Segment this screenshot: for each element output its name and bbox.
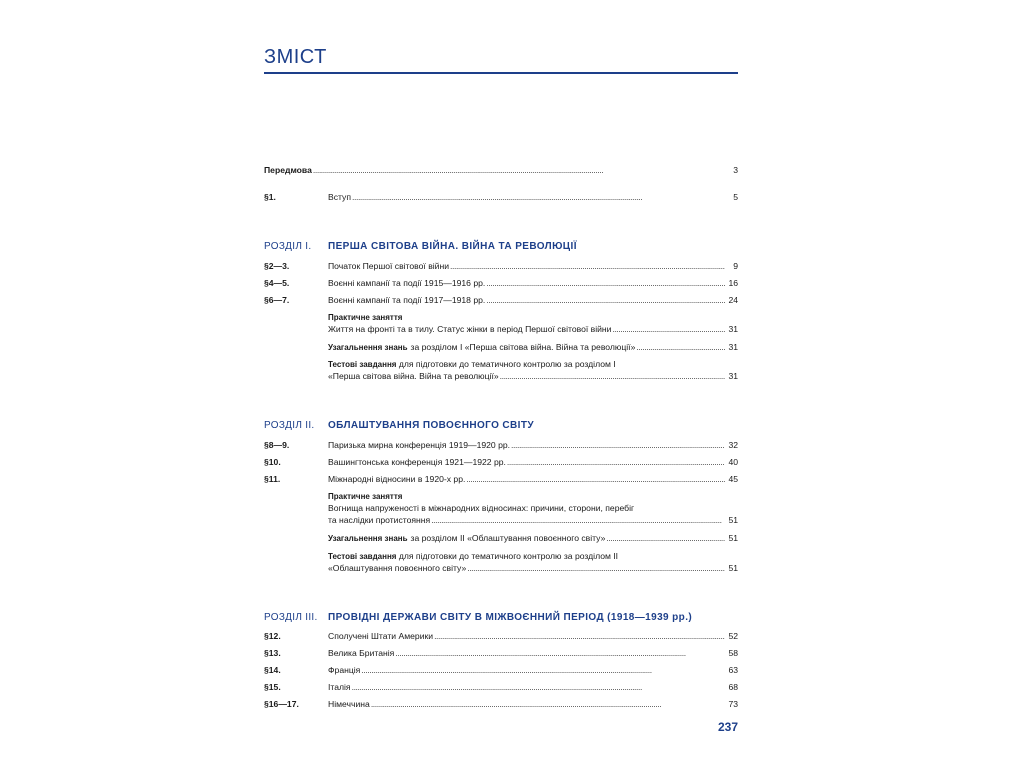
section-heading (264, 241, 738, 252)
toc-entry-page: 63 (728, 665, 738, 675)
toc-entry-label: Італія (328, 682, 351, 692)
title-rule (264, 72, 738, 74)
practical-line: Вогнища напруженості в міжнародних відносинах: причини, сторони, перебіг (328, 503, 635, 513)
toc-entry-label: Сполучені Штати Америки (328, 631, 434, 641)
toc-entry-tests[interactable] (328, 563, 738, 577)
dot-leader (466, 474, 725, 484)
toc-entry[interactable] (264, 440, 738, 454)
toc-entry[interactable] (264, 682, 738, 696)
toc-entry-label: «Облаштування повоєнного світу» (328, 563, 467, 573)
tests-line (328, 551, 618, 561)
section-title: ПРОВІДНІ ДЕРЖАВИ СВІТУ В МІЖВОЄННИЙ ПЕРІОД (1918—1939 рр.) (328, 612, 693, 623)
toc-entry-page: 31 (728, 342, 738, 352)
dot-leader (450, 261, 725, 271)
dot-leader (313, 165, 725, 175)
toc-entry[interactable] (264, 648, 738, 662)
toc-entry[interactable] (264, 457, 738, 471)
page-number: 237 (717, 720, 738, 734)
toc-entry-preface[interactable] (264, 165, 738, 179)
toc-entry-number: §8—9. (264, 440, 290, 450)
toc-entry-number: §16—17. (264, 699, 299, 709)
toc-entry-number: §6—7. (264, 295, 290, 305)
summary-label: Узагальнення знань (328, 534, 408, 543)
toc-entry-label: Вступ (328, 192, 352, 202)
toc-entry-page: 58 (728, 648, 738, 658)
toc-entry-label: Вашингтонська конференція 1921—1922 рр. (328, 457, 506, 467)
toc-entry-number: §12. (264, 631, 281, 641)
toc-entry-summary[interactable] (328, 342, 738, 356)
dot-leader (507, 457, 725, 467)
section-label: РОЗДІЛ І. (264, 241, 312, 252)
toc-entry-practical[interactable] (328, 324, 738, 338)
dot-leader (486, 295, 725, 305)
toc-entry-number: §2—3. (264, 261, 290, 271)
tests-label: Тестові завдання (328, 552, 397, 561)
toc-entry-practical[interactable] (328, 515, 738, 529)
toc-entry-page: 51 (728, 563, 738, 573)
dot-leader (431, 515, 725, 525)
tests-text: для підготовки до тематичного контролю за розділом І (398, 359, 616, 369)
toc-entry-label: Франція (328, 665, 361, 675)
section-title: ОБЛАШТУВАННЯ ПОВОЄННОГО СВІТУ (328, 420, 534, 431)
toc-entry-number: §15. (264, 682, 281, 692)
toc-entry-label: Міжнародні відносини в 1920-х рр. (328, 474, 466, 484)
toc-entry-label: Велика Британія (328, 648, 395, 658)
toc-entry-page: 5 (733, 192, 738, 202)
toc-entry-page: 51 (728, 533, 738, 543)
toc-entry[interactable] (264, 474, 738, 488)
toc-entry-label: Передмова (264, 165, 312, 175)
toc-entry-number: §14. (264, 665, 281, 675)
toc-entry-page: 3 (733, 165, 738, 175)
dot-leader (361, 665, 725, 675)
section-label: РОЗДІЛ ІІ. (264, 420, 315, 431)
dot-leader (486, 278, 725, 288)
toc-entry-label: за розділом ІІ «Облаштування повоєнного світу» (410, 533, 606, 543)
toc-entry-label: та наслідки протистояння (328, 515, 431, 525)
toc-entry-label: Воєнні кампанії та події 1917—1918 рр. (328, 295, 486, 305)
dot-leader (467, 563, 725, 573)
dot-leader (395, 648, 725, 658)
toc-entry-number: §1. (264, 192, 276, 202)
toc-entry-page: 16 (728, 278, 738, 288)
toc-entry-page: 73 (728, 699, 738, 709)
toc-entry-label: «Перша світова війна. Війна та революції» (328, 371, 499, 381)
toc-entry-page: 40 (728, 457, 738, 467)
toc-entry-page: 51 (728, 515, 738, 525)
contents-page (264, 0, 738, 768)
practical-heading: Практичне заняття (328, 492, 403, 501)
toc-entry-page: 45 (728, 474, 738, 484)
dot-leader (511, 440, 725, 450)
summary-label: Узагальнення знань (328, 343, 408, 352)
section-label: РОЗДІЛ ІІІ. (264, 612, 318, 623)
practical-heading: Практичне заняття (328, 313, 403, 322)
toc-entry[interactable] (264, 631, 738, 645)
dot-leader (371, 699, 725, 709)
toc-entry-label: Німеччина (328, 699, 370, 709)
toc-entry-page: 68 (728, 682, 738, 692)
toc-entry-tests[interactable] (328, 371, 738, 385)
tests-text: для підготовки до тематичного контролю за розділом ІІ (398, 551, 619, 561)
toc-entry[interactable] (264, 665, 738, 679)
toc-entry-label: за розділом І «Перша світова війна. Війна та революції» (410, 342, 636, 352)
toc-entry-page: 9 (733, 261, 738, 271)
page-title: ЗМІСТ (264, 46, 327, 68)
dot-leader (434, 631, 725, 641)
toc-entry-number: §4—5. (264, 278, 290, 288)
toc-entry[interactable] (264, 295, 738, 309)
toc-entry-summary[interactable] (328, 533, 738, 547)
toc-entry-label: Воєнні кампанії та події 1915—1916 рр. (328, 278, 486, 288)
toc-entry[interactable] (264, 192, 738, 206)
toc-entry-number: §13. (264, 648, 281, 658)
section-heading (264, 612, 738, 623)
toc-entry[interactable] (264, 261, 738, 275)
section-heading (264, 420, 738, 431)
dot-leader (352, 682, 725, 692)
toc-entry-label: Паризька мирна конференція 1919—1920 рр. (328, 440, 511, 450)
toc-entry-number: §11. (264, 474, 281, 484)
toc-entry[interactable] (264, 278, 738, 292)
toc-entry-label: Початок Першої світової війни (328, 261, 450, 271)
toc-entry-label: Життя на фронті та в тилу. Статус жінки в період Першої світової війни (328, 324, 612, 334)
toc-entry-number: §10. (264, 457, 281, 467)
toc-entry-page: 52 (728, 631, 738, 641)
toc-entry[interactable] (264, 699, 738, 713)
toc-entry-page: 31 (728, 371, 738, 381)
dot-leader (636, 342, 725, 352)
section-title: ПЕРША СВІТОВА ВІЙНА. ВІЙНА ТА РЕВОЛЮЦІЇ (328, 241, 577, 252)
toc-entry-page: 32 (728, 440, 738, 450)
tests-line (328, 359, 616, 369)
dot-leader (500, 371, 725, 381)
toc-entry-page: 31 (728, 324, 738, 334)
dot-leader (612, 324, 725, 334)
dot-leader (352, 192, 725, 202)
dot-leader (606, 533, 725, 543)
tests-label: Тестові завдання (328, 360, 397, 369)
toc-entry-page: 24 (728, 295, 738, 305)
